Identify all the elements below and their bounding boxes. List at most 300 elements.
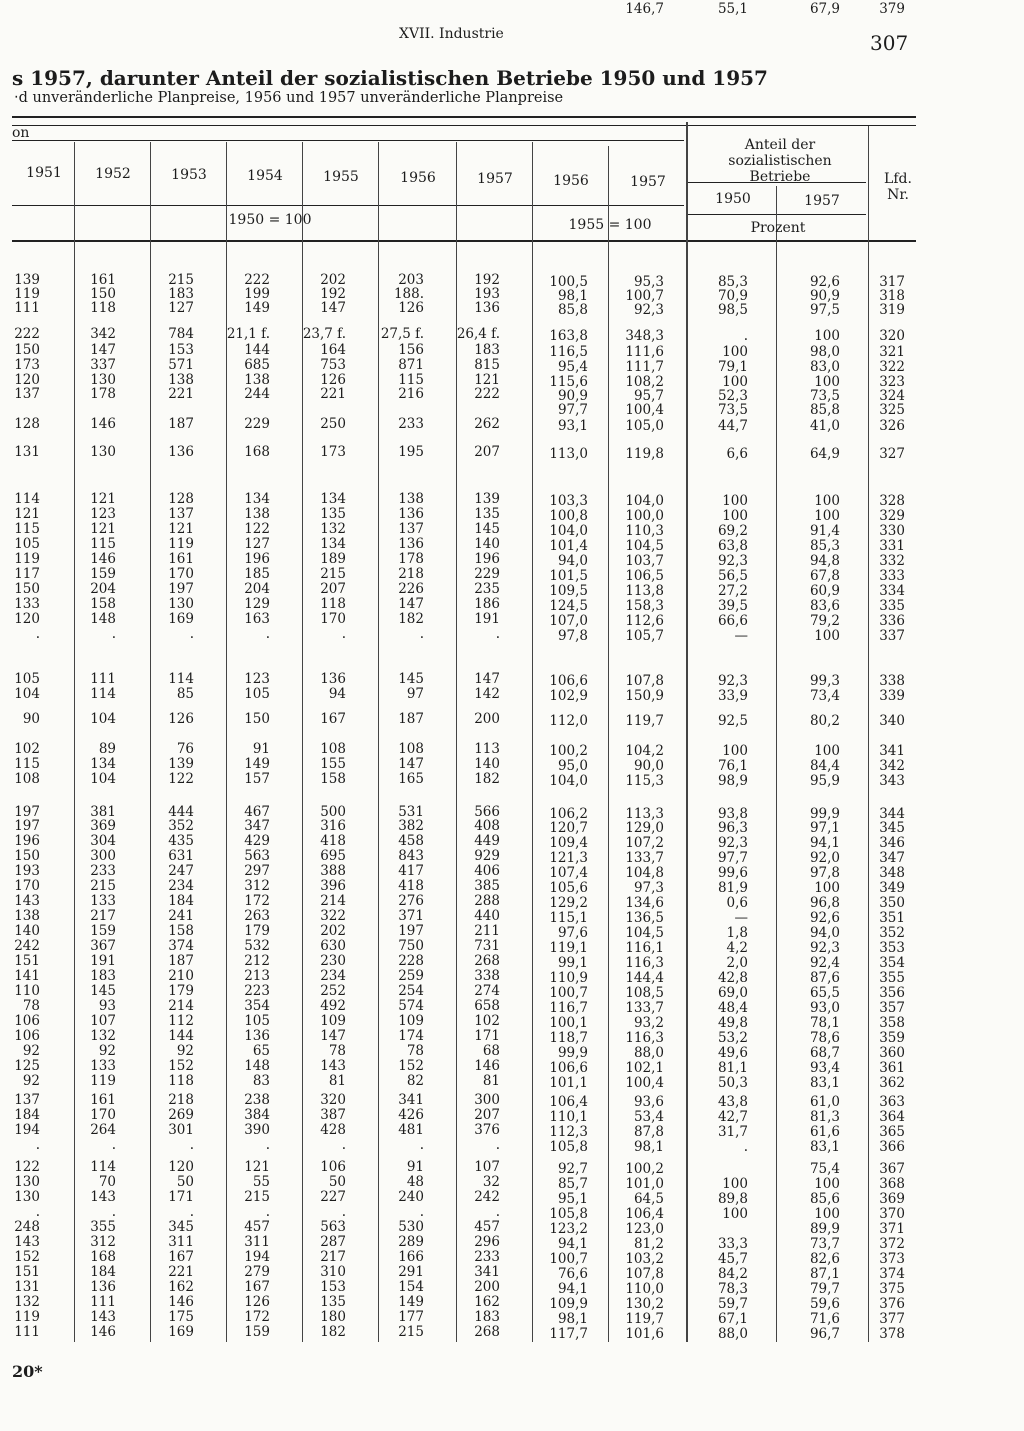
cell-1951: 78 — [22, 998, 40, 1014]
cell-1956: 843 — [398, 848, 424, 864]
cell-anteil-1950: 69,2 — [717, 523, 748, 539]
cell-1956-b: 119,1 — [549, 940, 588, 956]
cell-anteil-1950: — — [734, 628, 748, 644]
table-row — [0, 969, 1024, 984]
cell-1956: 108 — [398, 741, 424, 757]
cell-anteil-1957: 100 — [814, 508, 840, 524]
cell-1953: 170 — [168, 566, 194, 582]
cell-1957: 457 — [474, 1219, 500, 1235]
cell-anteil-1957: 93,4 — [809, 1060, 840, 1076]
cell-1957: 191 — [474, 611, 500, 627]
cell-1951: 143 — [14, 1234, 40, 1250]
cell-1956: 136 — [398, 536, 424, 552]
cell-1957-b: 129,0 — [625, 820, 664, 836]
cell-1956-b: 112,3 — [549, 1124, 588, 1140]
cell-1956: 574 — [398, 998, 424, 1014]
cell-1952: 161 — [90, 272, 116, 288]
cell-1953: 92 — [176, 1043, 194, 1059]
cell-1955: 134 — [320, 491, 346, 507]
cell-1955: 221 — [320, 386, 346, 402]
cell-1953: 197 — [168, 581, 194, 597]
cell-1957: . — [495, 1137, 500, 1153]
cell-anteil-1950: 88,0 — [717, 1326, 748, 1342]
cell-1955: 108 — [320, 741, 346, 757]
cell-anteil-1950: 100 — [722, 743, 748, 759]
cell-1956-b: 102,9 — [549, 688, 588, 704]
cell-1952: 107 — [90, 1013, 116, 1029]
cell-1952: 204 — [90, 581, 116, 597]
cell-1955: 695 — [320, 848, 346, 864]
cell-1957: 182 — [474, 771, 500, 787]
cell-1951: 132 — [14, 1294, 40, 1310]
cell-1951: 194 — [14, 1122, 40, 1138]
cell-1955: 147 — [320, 1028, 346, 1044]
cell-1956: . — [419, 626, 424, 642]
cell-1955: 164 — [320, 342, 346, 358]
cell-1956: 226 — [398, 581, 424, 597]
cell-anteil-1950: 4,2 — [726, 940, 748, 956]
cell-lfd-nr: 319 — [879, 302, 905, 318]
cell-anteil-1950: 98,9 — [717, 773, 748, 789]
cell-1951: 141 — [14, 968, 40, 984]
cell-1957: 440 — [474, 908, 500, 924]
cell-1957: 376 — [474, 1122, 500, 1138]
cell-anteil-1950: 70,9 — [717, 288, 748, 304]
cell-1953: 146 — [168, 1294, 194, 1310]
cell-1951: 133 — [14, 596, 40, 612]
cell-1957-b: 111,6 — [625, 344, 664, 360]
cell-lfd-nr: 349 — [879, 880, 905, 896]
cell-1951: 150 — [14, 848, 40, 864]
cell-1952: 118 — [90, 300, 116, 316]
cell-1957-b: 101,0 — [625, 1176, 664, 1192]
cell-1955: 135 — [320, 1294, 346, 1310]
cell-1951: . — [35, 1137, 40, 1153]
cell-lfd-nr: 359 — [879, 1030, 905, 1046]
cell-1955: 167 — [320, 711, 346, 727]
cell-1955: 23,7 f. — [302, 326, 346, 342]
cell-lfd-nr: 353 — [879, 940, 905, 956]
cell-1954: 55 — [252, 1174, 270, 1190]
table-row — [0, 1108, 1024, 1123]
cell-1951: 111 — [14, 300, 40, 316]
cell-1955: 158 — [320, 771, 346, 787]
cell-1951: 248 — [14, 1219, 40, 1235]
cell-1954: 312 — [244, 878, 270, 894]
cell-anteil-1957: 100 — [814, 1206, 840, 1222]
cell-1956: 254 — [398, 983, 424, 999]
cell-1957-b: 110,0 — [625, 1281, 664, 1297]
cell-1955: 202 — [320, 272, 346, 288]
cell-anteil-1950: 44,7 — [717, 418, 748, 434]
chapter-heading: XVII. Industrie — [399, 26, 504, 42]
cell-lfd-nr: 336 — [879, 613, 905, 629]
cell-lfd-nr: 334 — [879, 583, 905, 599]
cell-1955: 50 — [328, 1174, 346, 1190]
cell-1955: 252 — [320, 983, 346, 999]
table-row — [0, 984, 1024, 999]
table-row — [0, 582, 1024, 597]
table-row — [0, 772, 1024, 787]
cell-1954: 279 — [244, 1264, 270, 1280]
cell-1953: 127 — [168, 300, 194, 316]
cell-1957: 136 — [474, 300, 500, 316]
cell-1954: 215 — [244, 1189, 270, 1205]
cell-1954: 194 — [244, 1249, 270, 1265]
cell-1955: 126 — [320, 372, 346, 388]
cell-lfd-nr: 347 — [879, 850, 905, 866]
table-row — [0, 849, 1024, 864]
cell-1957: 32 — [482, 1174, 500, 1190]
cell-1957-b: 105,0 — [625, 418, 664, 434]
cell-1956-b: 94,0 — [557, 553, 588, 569]
cell-1956: 530 — [398, 1219, 424, 1235]
cell-1957: 300 — [474, 1092, 500, 1108]
cell-1957: 200 — [474, 1279, 500, 1295]
cell-1957-b: 93,6 — [633, 1094, 664, 1110]
table-row — [0, 552, 1024, 567]
cell-1957-b: 100,4 — [625, 402, 664, 418]
cell-1951: 137 — [14, 386, 40, 402]
cell-anteil-1957: 84,4 — [809, 758, 840, 774]
cell-1954: 384 — [244, 1107, 270, 1123]
cell-anteil-1957: 67,8 — [809, 568, 840, 584]
cell-1952: 159 — [90, 923, 116, 939]
cell-1953: 444 — [168, 804, 194, 820]
cell-anteil-1957: 92,0 — [809, 850, 840, 866]
cell-1955: 134 — [320, 536, 346, 552]
cell-lfd-nr: 345 — [879, 820, 905, 836]
table-row — [0, 894, 1024, 909]
cell-anteil-1957: 71,6 — [809, 1311, 840, 1327]
cell-anteil-1950: 52,3 — [717, 388, 748, 404]
table-row — [0, 672, 1024, 687]
cell-1951: 222 — [14, 326, 40, 342]
cell-1952: 381 — [90, 804, 116, 820]
cell-1957-b: 348,3 — [625, 328, 664, 344]
cell-1952: 93 — [98, 998, 116, 1014]
cell-1956-b: 105,6 — [549, 880, 588, 896]
cell-anteil-1950: 63,8 — [717, 538, 748, 554]
cell-1952: 191 — [90, 953, 116, 969]
cell-1953: 214 — [168, 998, 194, 1014]
table-row — [0, 343, 1024, 358]
table-row — [0, 742, 1024, 757]
cell-anteil-1957: 73,7 — [809, 1236, 840, 1252]
cell-1956: 228 — [398, 953, 424, 969]
cell-1953: 167 — [168, 1249, 194, 1265]
cell-anteil-1957: 93,0 — [809, 1000, 840, 1016]
cell-1953: 234 — [168, 878, 194, 894]
table-row — [0, 1044, 1024, 1059]
cell-1957: 207 — [474, 1107, 500, 1123]
cell-lfd-nr: 322 — [879, 359, 905, 375]
cell-1951: 137 — [14, 1092, 40, 1108]
cell-1952: . — [111, 626, 116, 642]
cell-1957-b: 119,8 — [625, 446, 664, 462]
cell-1955: 180 — [320, 1309, 346, 1325]
cell-1957: 566 — [474, 804, 500, 820]
cell-1954: 238 — [244, 1092, 270, 1108]
cell-1955: 230 — [320, 953, 346, 969]
cell-1957: 268 — [474, 1324, 500, 1340]
cell-anteil-1950: 31,7 — [717, 1124, 748, 1140]
cell-1956-b: 101,4 — [549, 538, 588, 554]
cell-1953: 120 — [168, 1159, 194, 1175]
cell-1951: 170 — [14, 878, 40, 894]
cell-1954: 129 — [244, 596, 270, 612]
cell-1956: 426 — [398, 1107, 424, 1123]
col-1954: 1954 — [247, 168, 283, 184]
cell-1957-b: 136,5 — [625, 910, 664, 926]
cell-1956-b: 100,7 — [549, 985, 588, 1001]
table-row — [0, 1295, 1024, 1310]
cell-1956: 27,5 f. — [380, 326, 424, 342]
cell-1957: 449 — [474, 833, 500, 849]
cell-lfd-nr: 360 — [879, 1045, 905, 1061]
cell-1956-b: 107,0 — [549, 613, 588, 629]
cell-1955: 418 — [320, 833, 346, 849]
cell-anteil-1957: 96,7 — [809, 1326, 840, 1342]
cell-1957-b: 133,7 — [625, 850, 664, 866]
cell-1952: 312 — [90, 1234, 116, 1250]
cell-1954: 83 — [252, 1073, 270, 1089]
cell-1951: 119 — [14, 286, 40, 302]
cell-1957-b: 116,1 — [625, 940, 664, 956]
cell-1956: 203 — [398, 272, 424, 288]
cell-lfd-nr: 328 — [879, 493, 905, 509]
cell-1952: 215 — [90, 878, 116, 894]
cell-1953: . — [189, 1204, 194, 1220]
cell-1957-b: 150,9 — [625, 688, 664, 704]
cell-1955: 316 — [320, 818, 346, 834]
cell-1956-b: 90,9 — [557, 388, 588, 404]
cell-1954: 467 — [244, 804, 270, 820]
cell-1952: 170 — [90, 1107, 116, 1123]
cell-lfd-nr: 379 — [879, 1, 905, 17]
cell-1957-b: 115,3 — [625, 773, 664, 789]
cell-1957-b: 134,6 — [625, 895, 664, 911]
cell-1951: 196 — [14, 833, 40, 849]
page-number: 307 — [870, 31, 909, 55]
cell-1957: 145 — [474, 521, 500, 537]
cell-1956: 165 — [398, 771, 424, 787]
cell-anteil-1950: 33,9 — [717, 688, 748, 704]
cell-1952: 92 — [98, 1043, 116, 1059]
cell-anteil-1950: 49,6 — [717, 1045, 748, 1061]
cell-anteil-1950: 79,1 — [717, 359, 748, 375]
cell-1955: 136 — [320, 671, 346, 687]
table-row — [0, 954, 1024, 969]
cell-anteil-1957: 100 — [814, 328, 840, 344]
cell-1956: 233 — [398, 416, 424, 432]
table-row — [0, 1175, 1024, 1190]
cell-1957-b: 113,8 — [625, 583, 664, 599]
table-row — [0, 1265, 1024, 1280]
cell-1956: 115 — [398, 372, 424, 388]
cell-1957: . — [495, 626, 500, 642]
cell-anteil-1950: 100 — [722, 344, 748, 360]
cell-anteil-1957: 73,5 — [809, 388, 840, 404]
table-row — [0, 387, 1024, 402]
cell-1952: 70 — [98, 1174, 116, 1190]
cell-1957: 385 — [474, 878, 500, 894]
cell-1952: 134 — [90, 756, 116, 772]
cell-anteil-1950: 100 — [722, 374, 748, 390]
table-row — [0, 373, 1024, 388]
cell-1956-b: 121,3 — [549, 850, 588, 866]
cell-1956: 750 — [398, 938, 424, 954]
cell-lfd-nr: 357 — [879, 1000, 905, 1016]
cell-1955: 207 — [320, 581, 346, 597]
col-1957: 1957 — [477, 171, 513, 187]
cell-1955: 182 — [320, 1324, 346, 1340]
cell-1957-b: 112,6 — [625, 613, 664, 629]
cell-1956-b: 94,1 — [557, 1281, 588, 1297]
cell-1957: . — [495, 1204, 500, 1220]
cell-lfd-nr: 362 — [879, 1075, 905, 1091]
cell-1953: 221 — [168, 386, 194, 402]
cell-1957: 658 — [474, 998, 500, 1014]
cell-anteil-1950: 55,1 — [717, 1, 748, 17]
cell-1957: 192 — [474, 272, 500, 288]
cell-1956-b: 99,9 — [557, 1045, 588, 1061]
cell-1955: 78 — [328, 1043, 346, 1059]
table-row — [0, 1190, 1024, 1205]
cell-1953: 311 — [168, 1234, 194, 1250]
cell-anteil-1950: 0,6 — [726, 895, 748, 911]
cell-1954: 244 — [244, 386, 270, 402]
cell-1952: 158 — [90, 596, 116, 612]
cell-anteil-1957: 96,8 — [809, 895, 840, 911]
table-row — [0, 909, 1024, 924]
cell-1956: 147 — [398, 596, 424, 612]
cell-1957: 262 — [474, 416, 500, 432]
table-row — [0, 1160, 1024, 1175]
cell-anteil-1957: 97,5 — [809, 302, 840, 318]
cell-1954: 167 — [244, 1279, 270, 1295]
cell-1957: 338 — [474, 968, 500, 984]
cell-1956-b: 106,6 — [549, 1060, 588, 1076]
cell-1954: 134 — [244, 491, 270, 507]
cell-1953: 137 — [168, 506, 194, 522]
cell-1956-b: 115,6 — [549, 374, 588, 390]
cell-1953: 161 — [168, 551, 194, 567]
table-row — [0, 1220, 1024, 1235]
table-row — [0, 417, 1024, 432]
cell-lfd-nr: 361 — [879, 1060, 905, 1076]
cell-1957-b: 97,3 — [633, 880, 664, 896]
cell-1956-b: 116,7 — [549, 1000, 588, 1016]
cell-1951: 120 — [14, 611, 40, 627]
cell-1957: 139 — [474, 491, 500, 507]
cell-1951: 131 — [14, 444, 40, 460]
cell-1957: 193 — [474, 286, 500, 302]
cell-1955: 227 — [320, 1189, 346, 1205]
cell-1955: 428 — [320, 1122, 346, 1138]
cell-lfd-nr: 369 — [879, 1191, 905, 1207]
cell-1951: 143 — [14, 893, 40, 909]
cell-lfd-nr: 333 — [879, 568, 905, 584]
cell-1957-b: 104,8 — [625, 865, 664, 881]
cell-1953: 175 — [168, 1309, 194, 1325]
col-1952: 1952 — [95, 166, 131, 182]
cell-1951: 115 — [14, 521, 40, 537]
table-row — [0, 1310, 1024, 1325]
cell-lfd-nr: 318 — [879, 288, 905, 304]
cell-1956: 458 — [398, 833, 424, 849]
cell-anteil-1950: 76,1 — [717, 758, 748, 774]
cell-1957-b: 100,7 — [625, 288, 664, 304]
cell-lfd-nr: 351 — [879, 910, 905, 926]
cell-1957-b: 106,5 — [625, 568, 664, 584]
cell-1955: 310 — [320, 1264, 346, 1280]
cell-1956: 216 — [398, 386, 424, 402]
cell-1956-b: 97,8 — [557, 628, 588, 644]
cell-1957: 341 — [474, 1264, 500, 1280]
cell-1957: 183 — [474, 342, 500, 358]
cell-1953: 152 — [168, 1058, 194, 1074]
table-row — [0, 627, 1024, 642]
cell-1955: 173 — [320, 444, 346, 460]
cell-1953: 144 — [168, 1028, 194, 1044]
cell-1957-b: 102,1 — [625, 1060, 664, 1076]
cell-1951: 138 — [14, 908, 40, 924]
cell-anteil-1957: 100 — [814, 374, 840, 390]
cell-1957: 406 — [474, 863, 500, 879]
cell-1953: 374 — [168, 938, 194, 954]
cell-lfd-nr: 323 — [879, 374, 905, 390]
cell-1956: 182 — [398, 611, 424, 627]
cell-1953: . — [189, 1137, 194, 1153]
cell-anteil-1950: 100 — [722, 1176, 748, 1192]
cell-1954: 122 — [244, 521, 270, 537]
cell-1957-b: 98,1 — [633, 1139, 664, 1155]
cell-1954: 429 — [244, 833, 270, 849]
table-title: s 1957, darunter Anteil der sozialistischen Betriebe 1950 und 1957 — [12, 66, 768, 90]
cell-1956: 871 — [398, 357, 424, 373]
cell-1952: 300 — [90, 848, 116, 864]
cell-1956-b: 95,4 — [557, 359, 588, 375]
cell-lfd-nr: 327 — [879, 446, 905, 462]
cell-1957-b: 95,3 — [633, 274, 664, 290]
cell-anteil-1950: 67,1 — [717, 1311, 748, 1327]
cell-1953: 119 — [168, 536, 194, 552]
cell-1957-b: 105,7 — [625, 628, 664, 644]
cell-1956: 276 — [398, 893, 424, 909]
cell-1957: 135 — [474, 506, 500, 522]
cell-1954: 126 — [244, 1294, 270, 1310]
cell-1956-b: 92,7 — [557, 1161, 588, 1177]
cell-anteil-1950: 39,5 — [717, 598, 748, 614]
cell-1957: 408 — [474, 818, 500, 834]
cell-1954: 168 — [244, 444, 270, 460]
cell-1957-b: 100,2 — [625, 1161, 664, 1177]
cell-1953: 136 — [168, 444, 194, 460]
cell-1956-b: 85,8 — [557, 302, 588, 318]
cell-1953: 169 — [168, 611, 194, 627]
cell-1956-b: 109,5 — [549, 583, 588, 599]
table-row — [0, 1029, 1024, 1044]
cell-lfd-nr: 348 — [879, 865, 905, 881]
cell-1953: 153 — [168, 342, 194, 358]
table-row — [0, 1138, 1024, 1153]
cell-1956-b: 101,5 — [549, 568, 588, 584]
cell-1956-b: 97,6 — [557, 925, 588, 941]
cell-1957: 140 — [474, 536, 500, 552]
table-row — [0, 1280, 1024, 1295]
cell-1957-b: 144,4 — [625, 970, 664, 986]
